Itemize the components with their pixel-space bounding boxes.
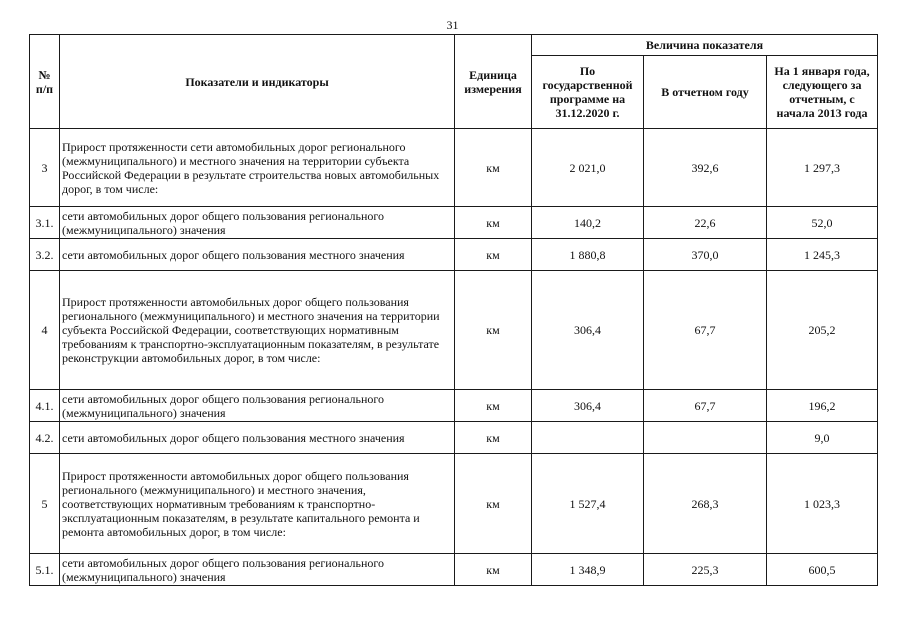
row-since-value: 52,0 [767, 207, 878, 239]
row-since-value: 1 023,3 [767, 454, 878, 554]
row-indicator: Прирост протяженности автомобильных дорог общего пользования регионального (межмуниципального) и местного значения на территории субъекта Российской Федерации, соответствующих нормативным требованиям к транспортно-эксплуатационным показателям, в результате реконструкции автомобильных дорог, в том числе: [60, 271, 455, 390]
header-indicator: Показатели и индикаторы [60, 35, 455, 129]
table-row [30, 390, 878, 422]
row-program-value: 1 527,4 [532, 454, 644, 554]
row-number: 5.1. [30, 554, 60, 586]
row-year-value [644, 422, 767, 454]
header-unit: Единица измерения [455, 35, 532, 129]
row-unit: км [455, 271, 532, 390]
table-row [30, 271, 878, 390]
header-value-group: Величина показателя [532, 35, 878, 56]
table-row [30, 129, 878, 207]
row-since-value: 205,2 [767, 271, 878, 390]
table-row [30, 239, 878, 271]
page-number: 31 [446, 18, 459, 32]
row-year-value: 225,3 [644, 554, 767, 586]
row-year-value: 22,6 [644, 207, 767, 239]
row-number: 3.2. [30, 239, 60, 271]
row-unit: км [455, 422, 532, 454]
row-indicator: Прирост протяженности автомобильных дорог общего пользования регионального (межмуниципального) и местного значения, соответствующих нормативным требованиям к транспортно-эксплуатационным показателям, в результате капитального ремонта и ремонта автомобильных дорог, в том числе: [60, 454, 455, 554]
row-unit: км [455, 129, 532, 207]
header-number: № п/п [30, 35, 60, 129]
indicators-table [29, 34, 878, 586]
header-since: На 1 января года, следующего за отчетным, с начала 2013 года [767, 56, 878, 129]
header-year: В отчетном году [644, 56, 767, 129]
row-program-value [532, 422, 644, 454]
row-number: 5 [30, 454, 60, 554]
row-number: 3.1. [30, 207, 60, 239]
row-program-value: 306,4 [532, 271, 644, 390]
header-program: По государственной программе на 31.12.2020 г. [532, 56, 644, 129]
row-indicator: сети автомобильных дорог общего пользования местного значения [60, 239, 455, 271]
row-program-value: 1 348,9 [532, 554, 644, 586]
row-indicator: Прирост протяженности сети автомобильных дорог регионального (межмуниципального) и местного значения на территории субъекта Российской Федерации в результате строительства новых автомобильных дорог, в том числе: [60, 129, 455, 207]
row-unit: км [455, 554, 532, 586]
row-program-value: 306,4 [532, 390, 644, 422]
row-unit: км [455, 454, 532, 554]
row-indicator: сети автомобильных дорог общего пользования регионального (межмуниципального) значения [60, 207, 455, 239]
row-indicator: сети автомобильных дорог общего пользования регионального (межмуниципального) значения [60, 390, 455, 422]
row-year-value: 67,7 [644, 271, 767, 390]
row-number: 4.1. [30, 390, 60, 422]
row-number: 4 [30, 271, 60, 390]
row-indicator: сети автомобильных дорог общего пользования местного значения [60, 422, 455, 454]
row-since-value: 196,2 [767, 390, 878, 422]
row-since-value: 600,5 [767, 554, 878, 586]
table-row [30, 422, 878, 454]
table-row [30, 454, 878, 554]
row-year-value: 370,0 [644, 239, 767, 271]
row-unit: км [455, 390, 532, 422]
row-since-value: 1 297,3 [767, 129, 878, 207]
row-since-value: 9,0 [767, 422, 878, 454]
row-program-value: 140,2 [532, 207, 644, 239]
row-program-value: 1 880,8 [532, 239, 644, 271]
row-year-value: 67,7 [644, 390, 767, 422]
row-number: 4.2. [30, 422, 60, 454]
row-year-value: 268,3 [644, 454, 767, 554]
row-program-value: 2 021,0 [532, 129, 644, 207]
row-number: 3 [30, 129, 60, 207]
table-row [30, 207, 878, 239]
row-unit: км [455, 207, 532, 239]
row-since-value: 1 245,3 [767, 239, 878, 271]
row-year-value: 392,6 [644, 129, 767, 207]
row-unit: км [455, 239, 532, 271]
row-indicator: сети автомобильных дорог общего пользования регионального (межмуниципального) значения [60, 554, 455, 586]
table-row [30, 554, 878, 586]
